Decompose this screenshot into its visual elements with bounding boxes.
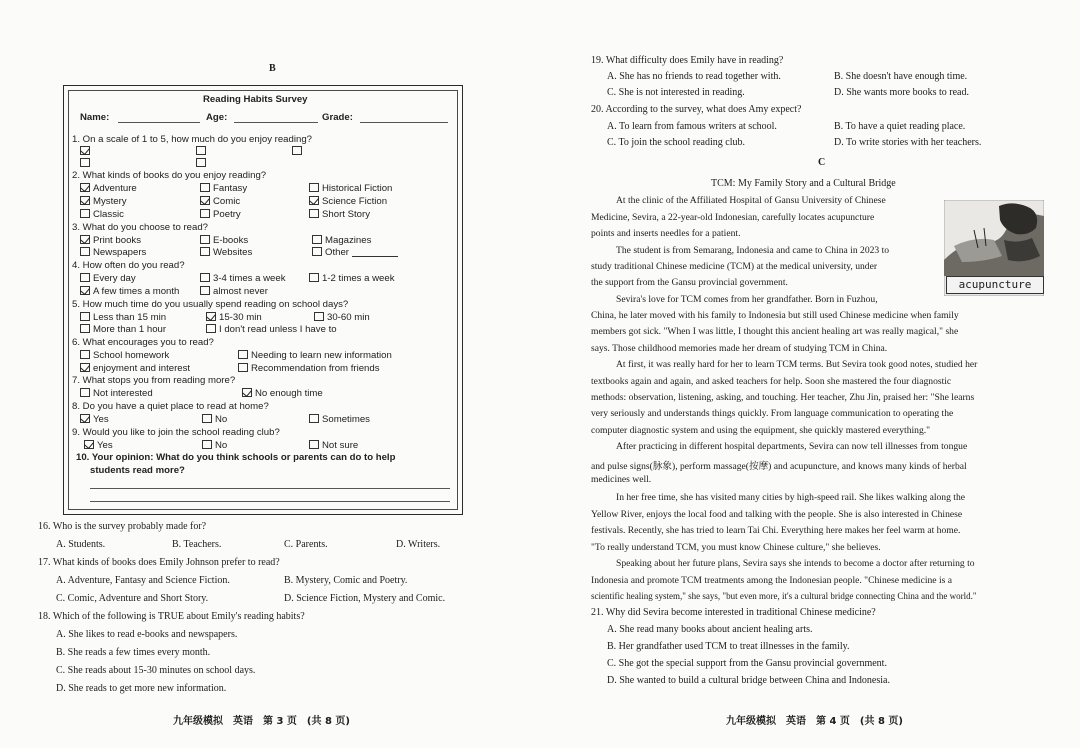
q1-scale-row1 (80, 146, 93, 157)
question-21: 21. Why did Sevira become interested in traditional Chinese medicine? (591, 607, 876, 618)
question-18: 18. Which of the following is TRUE about Emily's reading habits? (38, 611, 305, 622)
checkbox[interactable] (80, 247, 90, 256)
checkbox[interactable] (309, 183, 319, 192)
checkbox[interactable] (80, 414, 90, 423)
passage-line: very seriously and understands things quickly. From language communication to operating the (591, 408, 954, 419)
passage-line: and pulse signs(脉象), perform massage(按摩) and acupuncture, and knows many kinds of herbal (591, 461, 967, 472)
q2-option-adventure[interactable]: Adventure (80, 183, 137, 194)
checkbox[interactable] (202, 440, 212, 449)
q2-option-historical-fiction[interactable]: Historical Fiction (309, 183, 392, 194)
checkbox[interactable] (200, 183, 210, 192)
image-caption-acupuncture: acupuncture (946, 276, 1044, 294)
checkbox[interactable] (80, 312, 90, 321)
q2-option-science-fiction[interactable]: Science Fiction (309, 196, 387, 207)
checkbox[interactable] (80, 363, 90, 372)
q17-option-a[interactable]: A. Adventure, Fantasy and Science Fiction. (56, 575, 230, 586)
survey-title: Reading Habits Survey (203, 94, 308, 105)
q17-option-c[interactable]: C. Comic, Adventure and Short Story. (56, 593, 209, 604)
checkbox[interactable] (84, 440, 94, 449)
q8-option-sometimes[interactable]: Sometimes (309, 414, 370, 425)
checkbox[interactable] (206, 312, 216, 321)
q21-option-b[interactable]: B. Her grandfather used TCM to treat illnesses in the family. (607, 641, 850, 652)
q5-option-dont-read[interactable]: I don't read unless I have to (206, 324, 337, 335)
q1-checkbox-2[interactable] (196, 146, 206, 155)
answer-line-2[interactable] (90, 501, 450, 502)
q1-scale-4 (80, 158, 93, 169)
checkbox[interactable] (314, 312, 324, 321)
survey-q2: 2. What kinds of books do you enjoy reading? (72, 170, 267, 181)
q5-option-15-30[interactable]: 15-30 min (206, 312, 262, 323)
passage-line: At first, it was really hard for her to learn TCM terms. But Sevira took good notes, studied her (616, 359, 978, 370)
q18-option-a[interactable]: A. She likes to read e-books and newspapers. (56, 629, 238, 640)
passage-line: China, he later moved with his family to Indonesia but still used Chinese medicine when family (591, 310, 959, 321)
q2-option-classic[interactable]: Classic (80, 209, 124, 220)
checkbox[interactable] (80, 273, 90, 282)
q5-option-less-15[interactable]: Less than 15 min (80, 312, 166, 323)
q3-option-e-books[interactable]: E-books (200, 235, 248, 246)
checkbox[interactable] (200, 247, 210, 256)
passage-line: study traditional Chinese medicine (TCM) at the medical university, under (591, 261, 878, 272)
checkbox[interactable] (200, 286, 210, 295)
passage-line: Indonesia and promote TCM treatments among the Indonesian people. "Chinese medicine is a (591, 575, 953, 586)
checkbox[interactable] (80, 324, 90, 333)
q20-option-a[interactable]: A. To learn from famous writers at school. (607, 121, 777, 132)
passage-line: medicines well. (591, 474, 652, 485)
question-17: 17. What kinds of books does Emily Johnson prefer to read? (38, 557, 280, 568)
age-blank[interactable] (234, 122, 318, 123)
checkbox[interactable] (202, 414, 212, 423)
survey-q7: 7. What stops you from reading more? (72, 375, 236, 386)
question-20: 20. According to the survey, what does Amy expect? (591, 104, 802, 115)
q3-option-magazines[interactable]: Magazines (312, 235, 371, 246)
survey-q4: 4. How often do you read? (72, 260, 185, 271)
q3-option-websites[interactable]: Websites (200, 247, 252, 258)
name-label: Name: (80, 112, 110, 123)
q19-option-d[interactable]: D. She wants more books to read. (834, 87, 969, 98)
passage-line: textbooks again and again, and asked teachers for help. Soon she mastered the four diagnostic (591, 376, 952, 387)
checkbox[interactable] (309, 414, 319, 423)
q8-option-no[interactable]: No (202, 414, 227, 425)
passage-line: In her free time, she has visited many cities by high-speed rail. She likes walking along the (616, 492, 966, 503)
checkbox[interactable] (309, 440, 319, 449)
q21-option-c[interactable]: C. She got the special support from the Gansu provincial government. (607, 658, 887, 669)
q5-option-30-60[interactable]: 30-60 min (314, 312, 370, 323)
q1-checkbox-1[interactable] (80, 146, 90, 155)
q6-option-recommendation[interactable]: Recommendation from friends (238, 363, 380, 374)
q2-option-fantasy[interactable]: Fantasy (200, 183, 247, 194)
q4-option-1-2-times[interactable]: 1-2 times a week (309, 273, 395, 284)
survey-q10-line2: students read more? (90, 465, 185, 476)
q18-option-c[interactable]: C. She reads about 15-30 minutes on school days. (56, 665, 256, 676)
page-footer-right: 九年级模拟 英语 第 4 页 (共 8 页) (726, 716, 903, 727)
checkbox[interactable] (80, 235, 90, 244)
checkbox[interactable] (200, 209, 210, 218)
passage-line: After practicing in different hospital departments, Sevira can now tell illnesses from tongue (616, 441, 968, 452)
passage-line: methods: observation, listening, asking, and touching. Her teacher, Zhu Jin, praised her: "She learns (591, 392, 975, 403)
q2-option-poetry[interactable]: Poetry (200, 209, 241, 220)
q1-checkbox-5[interactable] (196, 158, 206, 167)
q6-option-enjoyment[interactable]: enjoyment and interest (80, 363, 190, 374)
q1-scale-3 (292, 146, 305, 157)
passage-line: Sevira's love for TCM comes from her grandfather. Born in Fuzhou, (616, 294, 878, 305)
q1-checkbox-3[interactable] (292, 146, 302, 155)
passage-line: the support from the Gansu provincial government. (591, 277, 788, 288)
q8-option-yes[interactable]: Yes (80, 414, 109, 425)
q4-option-almost-never[interactable]: almost never (200, 286, 268, 297)
q4-option-few-times-month[interactable]: A few times a month (80, 286, 179, 297)
q16-option-d[interactable]: D. Writers. (396, 539, 441, 550)
passage-line: points and inserts needles for a patient. (591, 228, 741, 239)
q19-option-c[interactable]: C. She is not interested in reading. (607, 87, 745, 98)
checkbox[interactable] (309, 273, 319, 282)
checkbox[interactable] (206, 324, 216, 333)
q1-scale-5 (196, 158, 209, 169)
passage-line: computer diagnostic system and using the equipment, she quickly mastered everything." (591, 425, 931, 436)
grade-label: Grade: (322, 112, 353, 123)
section-label-c: C (818, 157, 826, 168)
checkbox[interactable] (80, 196, 90, 205)
passage-line: scientific healing system," she says, "but even more, it's a cultural bridge connecting China and the world." (591, 591, 977, 601)
checkbox[interactable] (80, 209, 90, 218)
checkbox[interactable] (80, 286, 90, 295)
survey-q9: 9. Would you like to join the school reading club? (72, 427, 280, 438)
survey-q6: 6. What encourages you to read? (72, 337, 214, 348)
q3-option-other[interactable]: Other (312, 247, 398, 258)
q3-option-newspapers[interactable]: Newspapers (80, 247, 146, 258)
passage-line: Medicine, Sevira, a 22-year-old Indonesian, carefully locates acupuncture (591, 212, 875, 223)
q2-option-short-story[interactable]: Short Story (309, 209, 370, 220)
checkbox[interactable] (312, 247, 322, 256)
q9-option-no[interactable]: No (202, 440, 227, 451)
passage-line: At the clinic of the Affiliated Hospital of Gansu University of Chinese (616, 195, 886, 206)
passage-line: Speaking about her future plans, Sevira says she intends to become a doctor after returning to (616, 558, 975, 569)
q16-option-b[interactable]: B. Teachers. (172, 539, 222, 550)
section-label-b: B (269, 63, 276, 74)
q6-option-homework[interactable]: School homework (80, 350, 169, 361)
passage-line: "To really understand TCM, you must know Chinese culture," she believes. (591, 542, 881, 553)
q20-option-b[interactable]: B. To have a quiet reading place. (834, 121, 966, 132)
q3-option-print-books[interactable]: Print books (80, 235, 141, 246)
survey-q1: 1. On a scale of 1 to 5, how much do you enjoy reading? (72, 134, 312, 145)
checkbox[interactable] (80, 183, 90, 192)
checkbox[interactable] (238, 350, 248, 359)
passage-line: says. Those childhood memories made her dream of studying TCM in China. (591, 343, 888, 354)
q2-option-comic[interactable]: Comic (200, 196, 240, 207)
checkbox[interactable] (80, 388, 90, 397)
survey-q5: 5. How much time do you usually spend reading on school days? (72, 299, 349, 310)
answer-line-1[interactable] (90, 488, 450, 489)
checkbox[interactable] (200, 235, 210, 244)
q18-option-d[interactable]: D. She reads to get more new information. (56, 683, 227, 694)
q6-option-new-info[interactable]: Needing to learn new information (238, 350, 392, 361)
q19-option-a[interactable]: A. She has no friends to read together with. (607, 71, 781, 82)
passage-line: The student is from Semarang, Indonesia and came to China in 2023 to (616, 245, 890, 256)
page-footer-left: 九年级模拟 英语 第 3 页 (共 8 页) (173, 716, 350, 727)
q1-checkbox-4[interactable] (80, 158, 90, 167)
q7-option-no-time[interactable]: No enough time (242, 388, 323, 399)
checkbox[interactable] (309, 196, 319, 205)
q19-option-b[interactable]: B. She doesn't have enough time. (834, 71, 968, 82)
q16-option-a[interactable]: A. Students. (56, 539, 106, 550)
survey-q10-line1: 10. Your opinion: What do you think schools or parents can do to help (76, 452, 396, 463)
q1-scale-2 (196, 146, 209, 157)
q2-option-mystery[interactable]: Mystery (80, 196, 127, 207)
q20-option-c[interactable]: C. To join the school reading club. (607, 137, 745, 148)
passage-line: members got sick. "When I was little, I thought this ancient healing art was really magical," she (591, 326, 959, 337)
checkbox[interactable] (200, 273, 210, 282)
checkbox[interactable] (309, 209, 319, 218)
question-16: 16. Who is the survey probably made for? (38, 521, 207, 532)
q21-option-d[interactable]: D. She wanted to build a cultural bridge between China and Indonesia. (607, 675, 890, 686)
passage-title: TCM: My Family Story and a Cultural Bridge (711, 178, 896, 189)
q9-option-not-sure[interactable]: Not sure (309, 440, 358, 451)
q21-option-a[interactable]: A. She read many books about ancient healing arts. (607, 624, 813, 635)
name-blank[interactable] (118, 122, 200, 123)
q20-option-d[interactable]: D. To write stories with her teachers. (834, 137, 982, 148)
q7-option-not-interested[interactable]: Not interested (80, 388, 153, 399)
checkbox[interactable] (238, 363, 248, 372)
passage-line: festivals. Recently, she has tried to learn Tai Chi. Everything here makes her feel warm at home. (591, 525, 961, 536)
q18-option-b[interactable]: B. She reads a few times every month. (56, 647, 211, 658)
checkbox[interactable] (200, 196, 210, 205)
q17-option-d[interactable]: D. Science Fiction, Mystery and Comic. (284, 593, 446, 604)
age-label: Age: (206, 112, 228, 123)
survey-q3: 3. What do you choose to read? (72, 222, 208, 233)
survey-q8: 8. Do you have a quiet place to read at home? (72, 401, 269, 412)
q9-option-yes[interactable]: Yes (84, 440, 113, 451)
q4-option-3-4-times[interactable]: 3-4 times a week (200, 273, 286, 284)
grade-blank[interactable] (360, 122, 448, 123)
q16-option-c[interactable]: C. Parents. (284, 539, 328, 550)
checkbox[interactable] (80, 350, 90, 359)
q4-option-every-day[interactable]: Every day (80, 273, 136, 284)
checkbox[interactable] (312, 235, 322, 244)
checkbox[interactable] (242, 388, 252, 397)
q17-option-b[interactable]: B. Mystery, Comic and Poetry. (284, 575, 408, 586)
passage-line: Yellow River, enjoys the local food and talking with the people. She is also interested in Chinese (591, 509, 963, 520)
question-19: 19. What difficulty does Emily have in reading? (591, 55, 784, 66)
q5-option-more-1-hour[interactable]: More than 1 hour (80, 324, 166, 335)
